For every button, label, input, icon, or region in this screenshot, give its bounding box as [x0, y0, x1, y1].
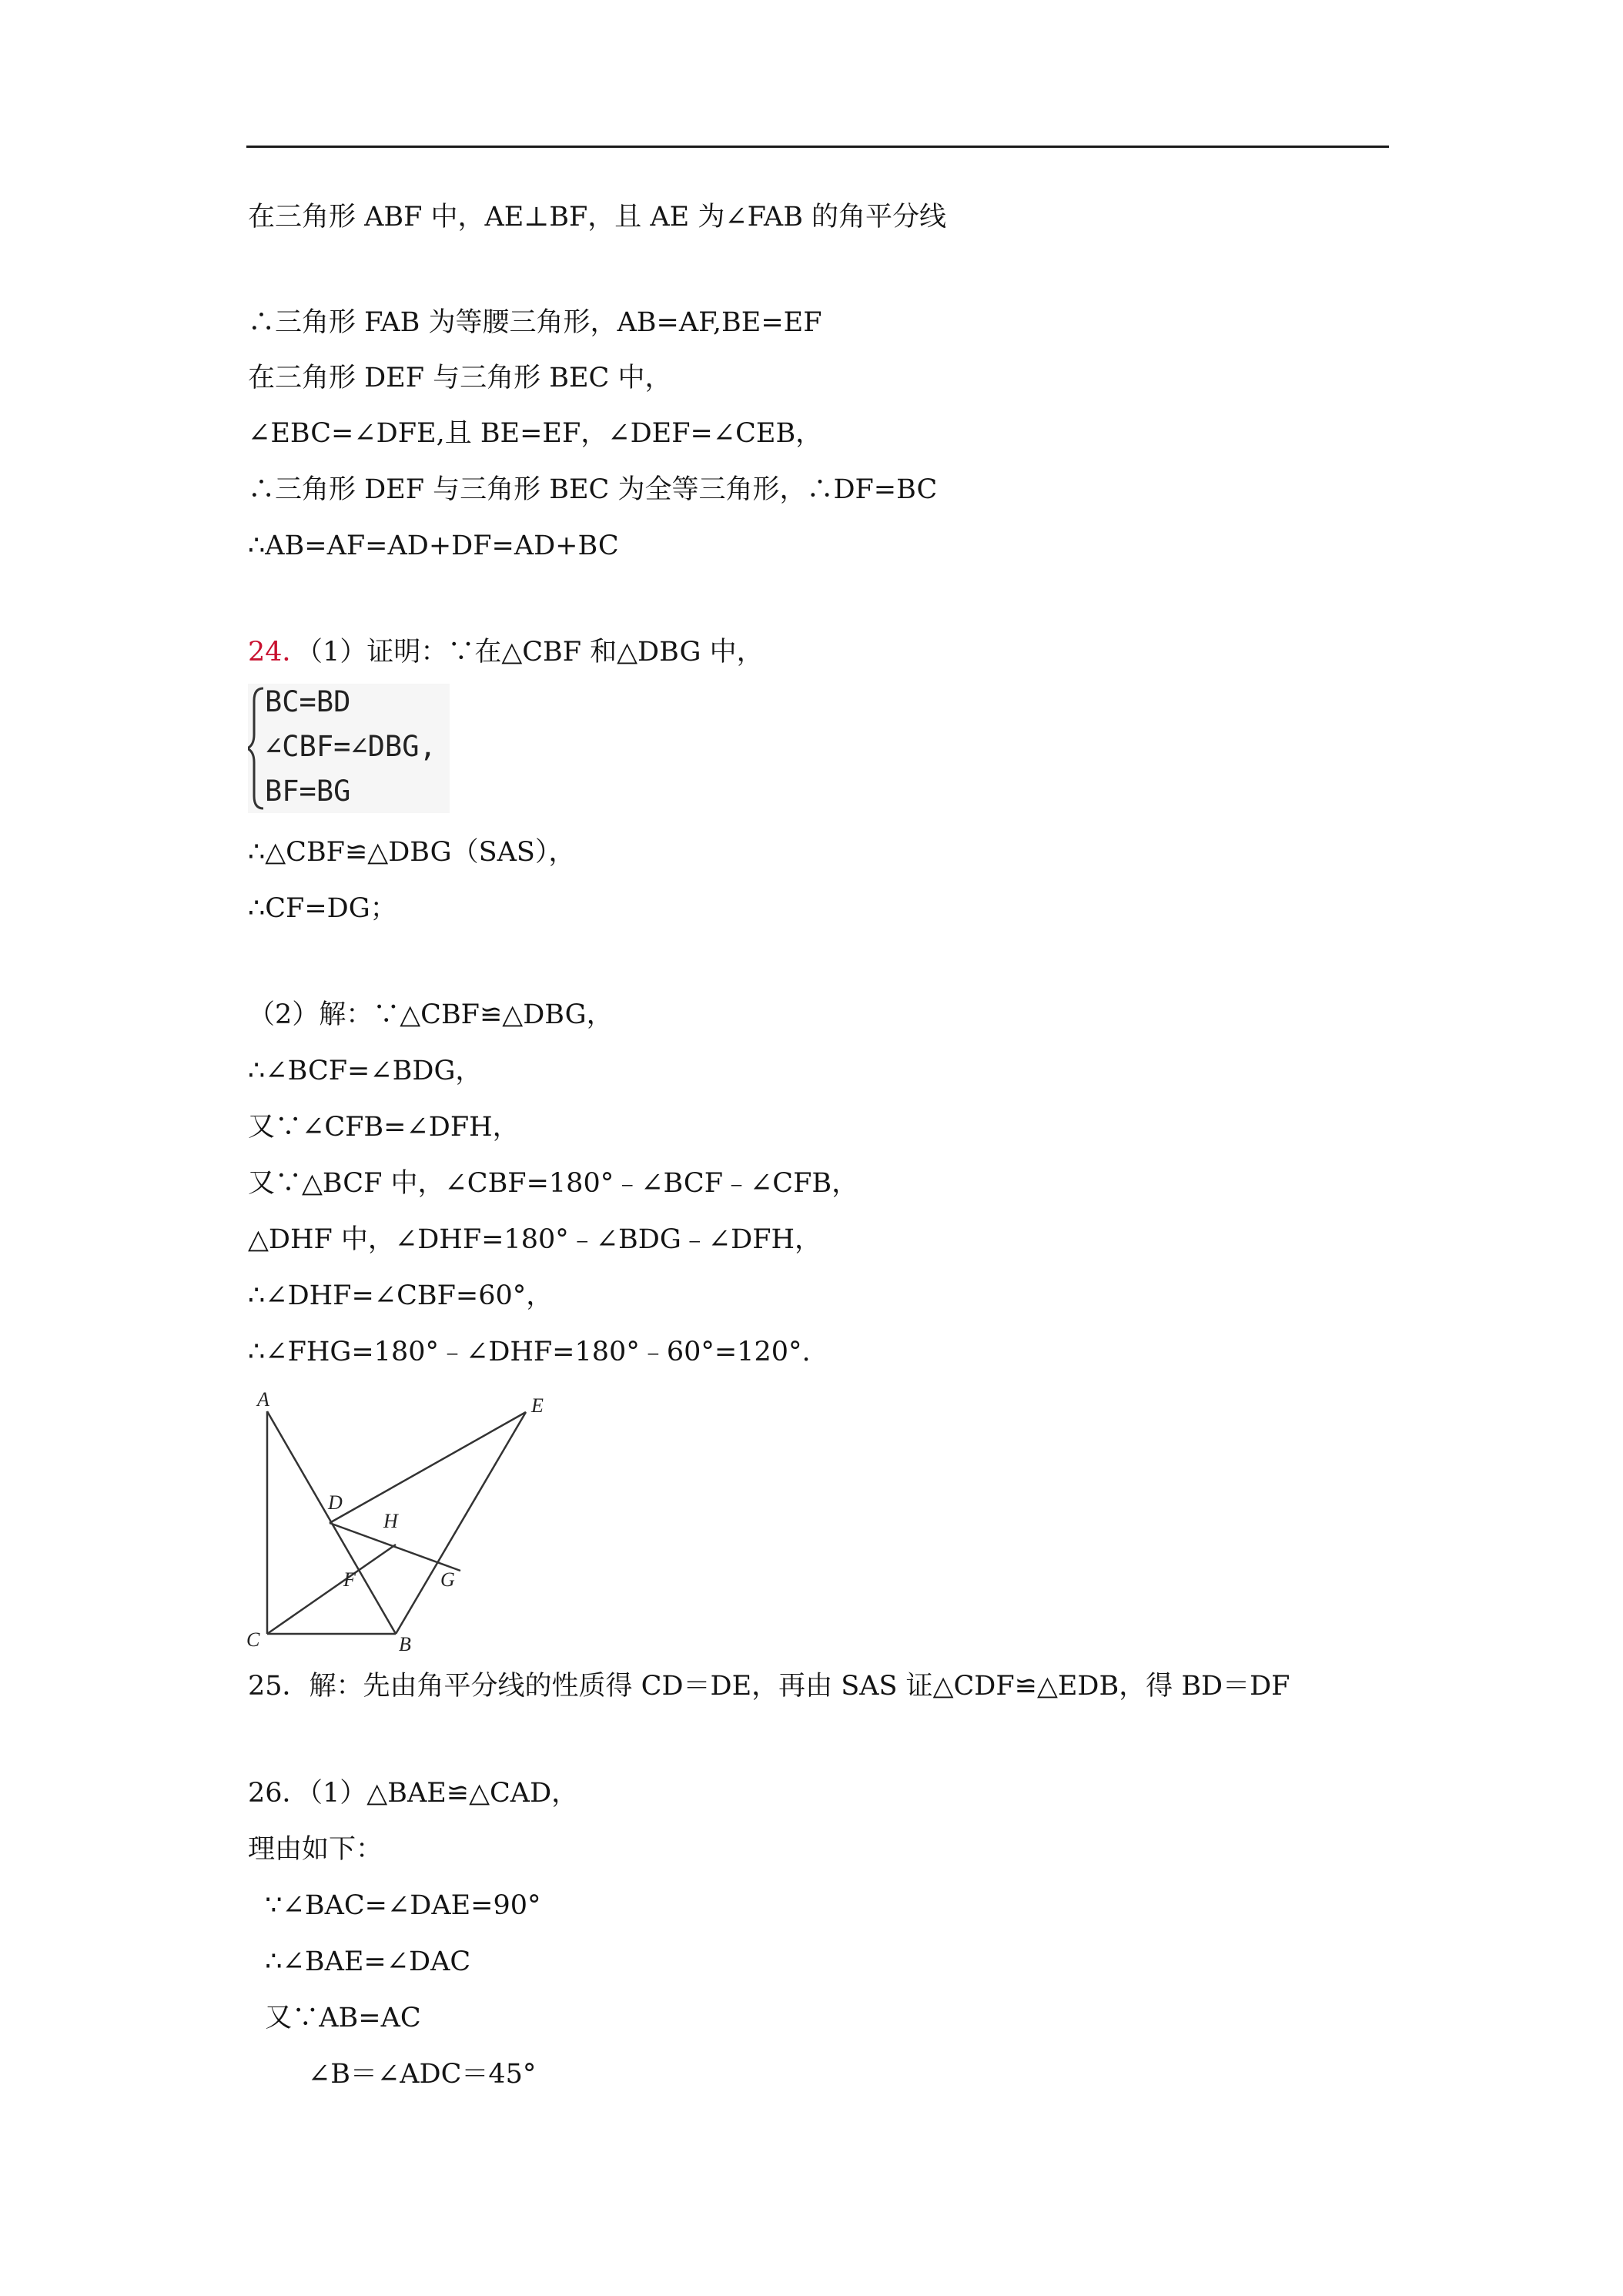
equation-system-image: [248, 684, 450, 813]
point-label: H: [383, 1510, 398, 1532]
triangle-diagram: [245, 1384, 548, 1654]
text-line: ∵∠BAC=∠DAE=90°: [248, 1890, 541, 1921]
point-label: B: [399, 1633, 411, 1654]
text-line: 又∵∠CFB=∠DFH，: [248, 1112, 520, 1143]
q24-intro: （1）证明：∵在△CBF 和△DBG 中，: [309, 637, 764, 668]
text-line: ∴三角形 DEF 与三角形 BEC 为全等三角形，∴DF=BC: [248, 474, 938, 505]
text-line: ∴CF=DG；: [248, 893, 397, 924]
text-line: ∴三角形 FAB 为等腰三角形，AB=AF,BE=EF: [248, 307, 822, 338]
text-line: ∴∠BCF=∠BDG，: [248, 1056, 483, 1086]
text-line: 在三角形 DEF 与三角形 BEC 中，: [248, 363, 672, 393]
geometry-figure: [245, 1384, 548, 1654]
equation-row: ∠CBF=∠DBG,: [265, 730, 437, 763]
text-line: ∴∠FHG=180°﹣∠DHF=180°﹣60°=120°.: [248, 1337, 811, 1367]
point-label: F: [343, 1568, 356, 1591]
point-label: D: [328, 1491, 343, 1514]
text-line: 理由如下：: [248, 1834, 383, 1865]
text-line: ∴∠DHF=∠CBF=60°，: [248, 1280, 554, 1311]
point-label: A: [257, 1388, 269, 1411]
equation-row: BF=BG: [265, 775, 351, 808]
text-line: 又∵AB=AC: [248, 2003, 421, 2033]
point-label: G: [440, 1568, 455, 1591]
header-rule: [246, 146, 1389, 148]
point-label: C: [246, 1628, 260, 1651]
point-label: E: [531, 1394, 544, 1417]
equation-row: BC=BD: [265, 685, 351, 718]
q24-number: 24．: [248, 637, 310, 668]
text-line: 25．解：先由角平分线的性质得 CD＝DE，再由 SAS 证△CDF≌△EDB，得 BD＝DF: [248, 1671, 1290, 1702]
text-line: △DHF 中，∠DHF=180°﹣∠BDG﹣∠DFH，: [248, 1224, 822, 1255]
text-line: ∴AB=AF=AD+DF=AD+BC: [248, 530, 619, 561]
q24-heading: [248, 634, 764, 671]
text-line: 26．（1）△BAE≌△CAD，: [248, 1778, 579, 1809]
text-line: ∠B＝∠ADC＝45°: [248, 2059, 537, 2090]
text-line: ∴△CBF≌△DBG（SAS），: [248, 837, 576, 868]
text-line: ∴∠BAE=∠DAC: [248, 1946, 471, 1977]
text-line: ∠EBC=∠DFE,且 BE=EF，∠DEF=∠CEB，: [248, 418, 823, 449]
text-line: 又∵△BCF 中，∠CBF=180°﹣∠BCF﹣∠CFB，: [248, 1168, 859, 1199]
text-line: 在三角形 ABF 中，AE⊥BF，且 AE 为∠FAB 的角平分线: [248, 202, 947, 233]
text-line: （2）解：∵△CBF≌△DBG，: [248, 999, 614, 1030]
